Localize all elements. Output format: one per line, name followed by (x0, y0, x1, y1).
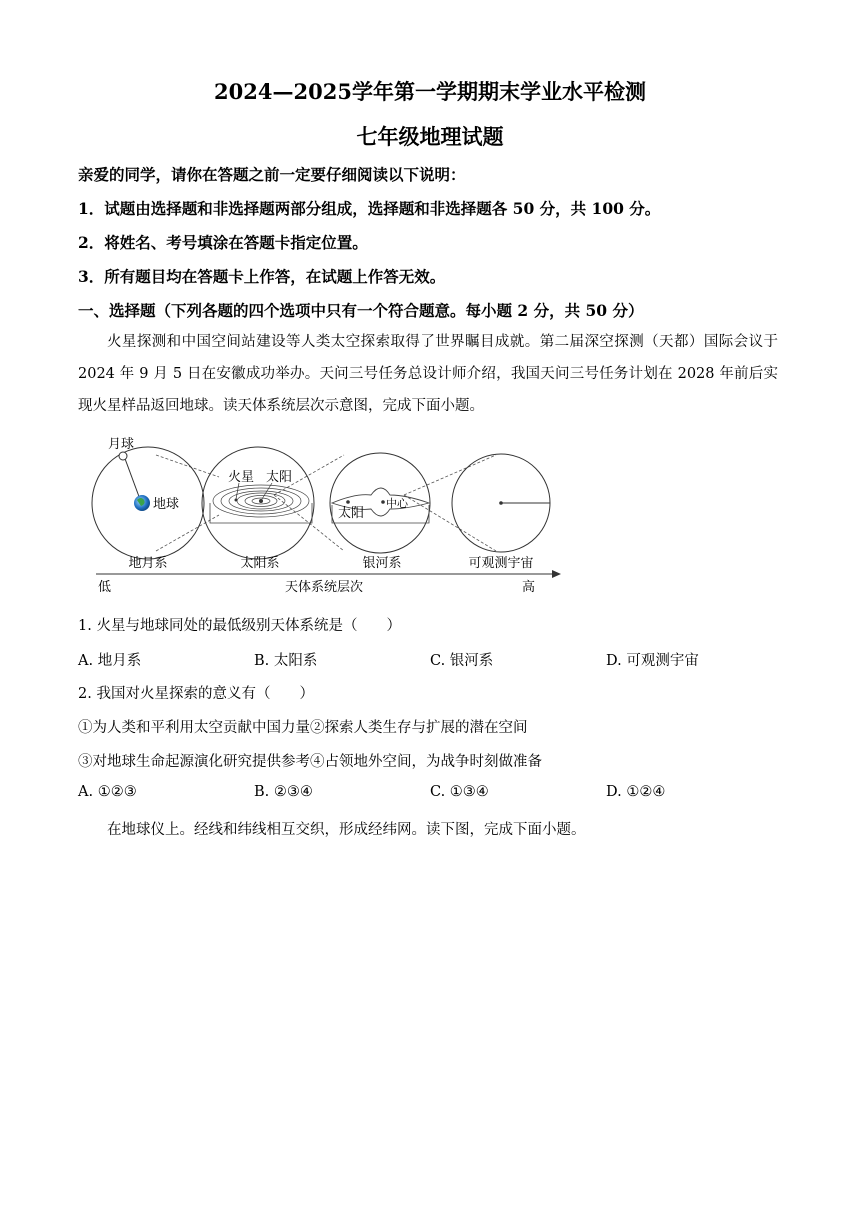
center-label: 中心 (386, 497, 408, 510)
instruction-item: 3．所有题目均在答题卡上作答，在试题上作答无效。 (78, 267, 446, 286)
passage-2: 在地球仪上。经线和纬线相互交织，形成经纬网。读下图，完成下面小题。 (107, 822, 586, 838)
caption-earth-moon: 地月系 (128, 556, 168, 571)
passage: 火星探测和中国空间站建设等人类太空探索取得了世界瞩目成就。第二届深空探测（天都）国际会议于 2024 年 9 月 5 日在安徽成功举办。天问三号任务总设计师介绍，我国天问三号任务计划在 2028 年前后实现火星样品返回地球。读天体系统层次示意图，完成下面小题。 (78, 334, 778, 414)
solar-system-circle (202, 447, 314, 559)
sun-label: 太阳 (266, 470, 293, 485)
question-2-statements: ①为人类和平利用太空贡献中国力量②探索人类生存与扩展的潜在空间 (78, 720, 528, 736)
axis-high: 高 (522, 580, 536, 595)
question-1-option-c[interactable]: C. 银河系 (430, 653, 494, 669)
question-2-stem: 2. 我国对火星探索的意义有（ ） (78, 686, 314, 702)
axis-low: 低 (98, 580, 112, 595)
exam-subtitle: 七年级地理试题 (356, 124, 504, 149)
question-1-option-a[interactable]: A. 地月系 (78, 653, 142, 669)
question-2-statements: ③对地球生命起源演化研究提供参考④占领地外空间，为战争时刻做准备 (78, 754, 542, 770)
question-1-stem: 1. 火星与地球同处的最低级别天体系统是（ ） (78, 618, 401, 634)
question-2-option-a[interactable]: A. ①②③ (78, 784, 137, 800)
question-1-option-d[interactable]: D. 可观测宇宙 (606, 653, 699, 669)
moon-icon (119, 452, 127, 460)
section-heading: 一、选择题（下列各题的四个选项中只有一个符合题意。每小题 2 分，共 50 分） (78, 301, 644, 320)
question-2-option-c[interactable]: C. ①③④ (430, 784, 489, 800)
axis-label: 天体系统层次 (284, 580, 364, 595)
caption-galaxy: 银河系 (362, 556, 402, 571)
instruction-item: 1．试题由选择题和非选择题两部分组成，选择题和非选择题各 50 分，共 100 分。 (78, 199, 661, 218)
sun-label-galaxy: 太阳 (338, 506, 365, 521)
instruction-item: 2．将姓名、考号填涂在答题卡指定位置。 (78, 233, 368, 252)
caption-universe: 可观测宇宙 (468, 556, 534, 571)
instructions-intro: 亲爱的同学，请你在答题之前一定要仔细阅读以下说明： (78, 165, 466, 184)
celestial-system-diagram (86, 433, 566, 598)
question-1-option-b[interactable]: B. 太阳系 (254, 653, 318, 669)
moon-label: 月球 (108, 437, 135, 452)
mars-label: 火星 (228, 470, 255, 485)
question-2-option-b[interactable]: B. ②③④ (254, 784, 313, 800)
question-2-option-d[interactable]: D. ①②④ (606, 784, 666, 800)
galaxy-circle (330, 453, 430, 553)
earth-label: 地球 (153, 497, 180, 512)
exam-title: 2024—2025学年第一学期期末学业水平检测 (214, 79, 646, 104)
caption-solar-system: 太阳系 (240, 556, 280, 571)
